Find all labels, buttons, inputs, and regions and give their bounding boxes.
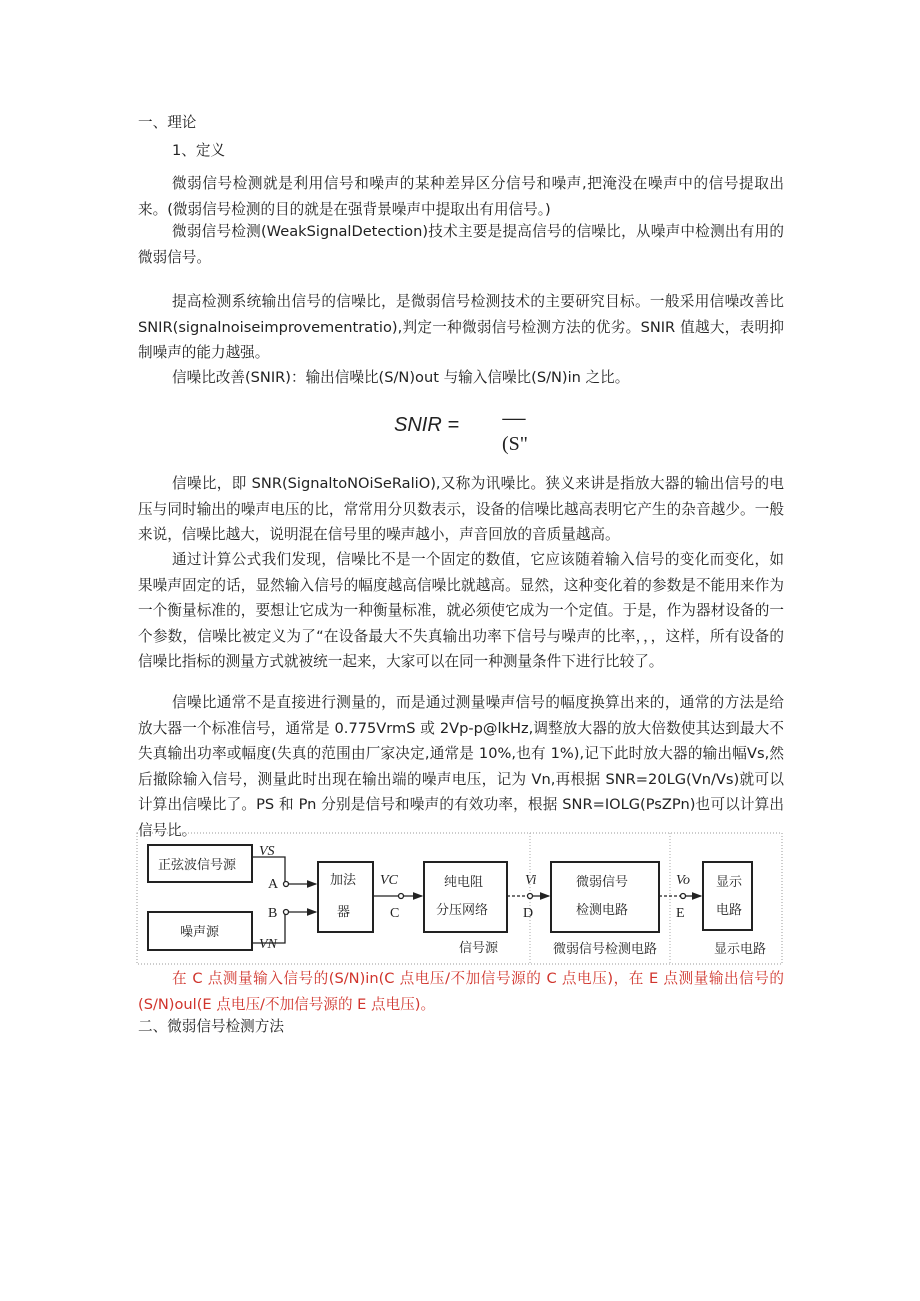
paragraph-snr-standard: 通过计算公式我们发现，信噪比不是一个固定的数值，它应该随着输入信号的变化而变化，如果噪声固定的话，显然输入信号的幅度越高信噪比就越高。显然，这种变化着的参数是不能用来作为一个衡量标准的，要想让它成为一种衡量标准，就必须使它成为一个定值。于是，作为器材设备的一个参数，信噪比被定义为了“在设备最大不失真输出功率下信号与噪声的比率，，，这样，所有设备的信噪比指标的测量方式就被统一起来，大家可以在同一种测量条件下进行比较了。 [138, 551, 784, 670]
subheading-definition: 1、定义 [172, 142, 226, 159]
signal-source-section-label: 信号源 [459, 941, 499, 956]
section-heading-theory: 一、理论 [138, 114, 197, 131]
detector-section-label: 微弱信号检测电路 [553, 942, 658, 957]
node-b-label: B [268, 906, 278, 921]
divider-box [424, 862, 507, 932]
formula-numerator: — [502, 408, 526, 428]
divider-label-1: 纯电阻 [444, 875, 484, 890]
node-e-label: E [676, 906, 685, 921]
measurement-note: 在 C 点测量输入信号的(S/N)in(C 点电压/不加信号源的 C 点电压)，在 E 点测量输出信号的(S/N)oul(E 点电压/不加信号源的 E 点电压)。 [138, 970, 784, 1013]
display-section-label: 显示电路 [714, 942, 767, 957]
paragraph-definition: 微弱信号检测就是利用信号和噪声的某种差异区分信号和噪声,把淹没在噪声中的信号提取出来。(微弱信号检测的目的就是在强背景噪声中提取出有用信号。) [138, 175, 784, 218]
paragraph-snir: 提高检测系统输出信号的信噪比，是微弱信号检测技术的主要研究目标。一般采用信噪改善比 SNIR(signalnoiseimprovementratio),判定一种微弱信号检测方法的优劣。SNIR 值越大，表明抑制噪声的能力越强。 [138, 293, 784, 361]
vs-label: VS [259, 844, 275, 859]
vo-label: Vo [676, 873, 690, 888]
section-heading-methods: 二、微弱信号检测方法 [138, 1018, 284, 1035]
detector-label-2: 检测电路 [576, 903, 629, 918]
vc-label: VC [380, 873, 398, 888]
display-box [703, 862, 752, 930]
formula-denominator: (S" [502, 433, 528, 455]
node-c-label: C [390, 906, 400, 921]
display-label-2: 电路 [716, 903, 743, 918]
adder-label-2: 器 [337, 905, 351, 920]
adder-label-1: 加法 [330, 873, 357, 888]
vn-label: VN [259, 937, 277, 952]
paragraph-wsd: 微弱信号检测(WeakSignalDetection)技术主要是提高信号的信噪比，从噪声中检测出有用的微弱信号。 [138, 223, 784, 266]
paragraph-snir-def: 信噪比改善(SNIR)：输出信噪比(S/N)out 与输入信噪比(S/N)in 之比。 [172, 369, 630, 386]
sine-source-label: 正弦波信号源 [158, 858, 237, 873]
display-label-1: 显示 [716, 875, 743, 890]
node-d-label: D [523, 906, 534, 921]
detector-label-1: 微弱信号 [576, 875, 629, 890]
paragraph-snr: 信噪比，即 SNR(SignaltoNOiSeRaliO),又称为讯噪比。狭义来讲是指放大器的输出信号的电压与同时输出的噪声电压的比，常常用分贝数表示，设备的信噪比越高表明它产生的杂音越少。一般来说，信噪比越大，说明混在信号里的噪声越小，声音回放的音质量越高。 [138, 475, 784, 543]
detector-box [551, 862, 659, 932]
formula-lhs: SNIR = [394, 414, 460, 436]
node-a-label: A [268, 877, 279, 892]
vi-label: Vi [525, 873, 537, 888]
noise-source-label: 噪声源 [180, 925, 220, 940]
divider-label-2: 分压网络 [436, 903, 489, 918]
paragraph-snr-measure: 信噪比通常不是直接进行测量的，而是通过测量噪声信号的幅度换算出来的，通常的方法是给放大器一个标准信号，通常是 0.775VrmS 或 2Vp-p@lkHz,调整放大器的放大倍数使其达到最大不失真输出功率或幅度(失真的范围由厂家决定,通常是 10%,也有 1%),记下此时放大器的输出幅Vs,然后撤除输入信号，测量此时出现在输出端的噪声电压，记为 Vn,再根据 SNR=20LG(Vn/Vs)就可以计算出信噪比了。PS 和 Pn 分别是信号和噪声的有效功率，根据 SNR=IOLG(PsZPn)也可以计算出信号比。 [138, 694, 784, 839]
